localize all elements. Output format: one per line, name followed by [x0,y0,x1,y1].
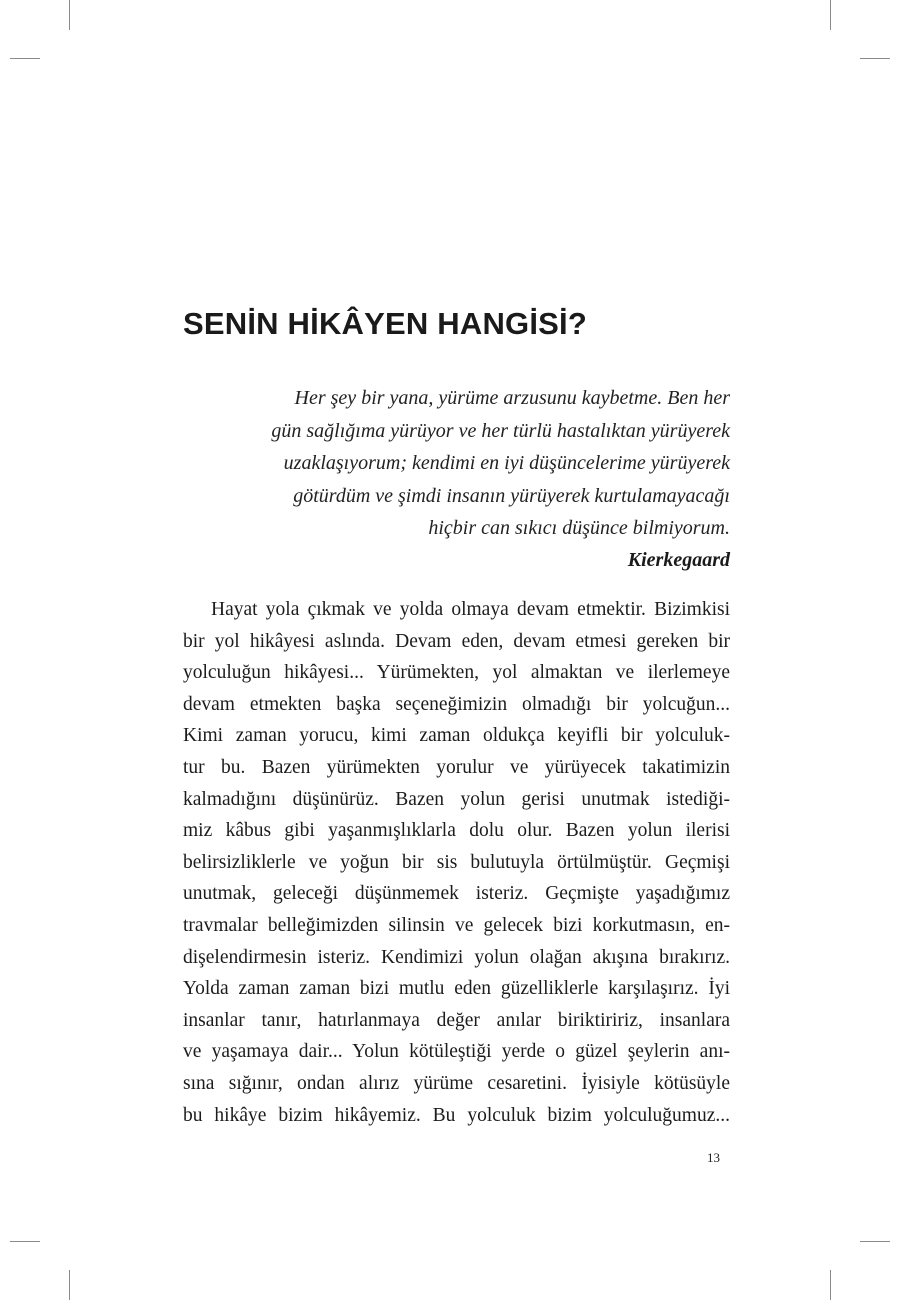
epigraph-quote [183,382,730,545]
crop-mark-right-top [860,58,890,59]
body-line: yolculuğun hikâyesi... Yürümekten, yol almaktan ve ilerlemeye [183,662,730,684]
body-line: Hayat yola çıkmak ve yolda olmaya devam etmektir. Bizimkisi [211,599,730,620]
body-line: tur bu. Bazen yürümekten yorulur ve yürüyecek takatimizin [183,756,730,778]
body-line: travmalar belleğimizden silinsin ve gelecek bizi korkutmasın, en- [183,914,730,936]
body-line: bu hikâye bizim hikâyemiz. Bu yolculuk bizim yolculuğumuz... [183,1104,730,1126]
body-line: sına sığınır, ondan alırız yürüme cesaretini. İyisiyle kötüsüyle [183,1072,730,1094]
crop-mark-left-bottom [10,1241,40,1242]
body-line: bir yol hikâyesi aslında. Devam eden, devam etmesi gereken bir [183,630,730,652]
body-line: insanlar tanır, hatırlanmaya değer anılar biriktiririz, insanlara [183,1009,730,1031]
page-number: 13 [707,1150,720,1165]
crop-mark-bottom-left [69,1270,70,1300]
body-line: miz kâbus gibi yaşanmışlıklarla dolu olur. Bazen yolun ilerisi [183,820,730,842]
body-line: Yolda zaman zaman bizi mutlu eden güzelliklerle karşılaşırız. İyi [183,978,730,1000]
body-line: Kimi zaman yorucu, kimi zaman oldukça keyifli bir yolculuk- [183,725,730,747]
body-line: dişelendirmesin isteriz. Kendimizi yolun olağan akışına bırakırız. [183,946,730,968]
epigraph-line: götürdüm ve şimdi insanın yürüyerek kurtulamayacağı [293,484,730,507]
body-line: devam etmekten başka seçeneğimizin olmadığı bir yolcuğun... [183,693,730,715]
crop-mark-top-right [830,0,831,30]
epigraph-line: hiçbir can sıkıcı düşünce bilmiyorum. [428,517,730,539]
body-line: ve yaşamaya dair... Yolun kötüleştiği yerde o güzel şeylerin anı- [183,1041,730,1063]
epigraph-line: gün sağlığıma yürüyor ve her türlü hastalıktan yürüyerek [271,419,730,442]
body-line: kalmadığını düşünürüz. Bazen yolun gerisi unutmak istediği- [183,788,730,810]
book-page [183,0,730,1300]
epigraph-line: Her şey bir yana, yürüme arzusunu kaybetme. Ben her [294,387,730,409]
body-line: unutmak, geleceği düşünmemek isteriz. Geçmişte yaşadığımız [183,883,730,905]
chapter-title: SENİN HİKÂYEN HANGİSİ? [183,306,587,341]
crop-mark-top-left [69,0,70,30]
crop-mark-left-top [10,58,40,59]
epigraph-line: uzaklaşıyorum; kendimi en iyi düşüncelerime yürüyerek [283,452,730,474]
body-line: belirsizliklerle ve yoğun bir sis bulutuyla örtülmüştür. Geçmişi [183,851,730,873]
crop-mark-right-bottom [860,1241,890,1242]
epigraph-attribution: Kierkegaard [627,549,730,571]
crop-mark-bottom-right [830,1270,831,1300]
body-paragraph [183,594,730,1131]
